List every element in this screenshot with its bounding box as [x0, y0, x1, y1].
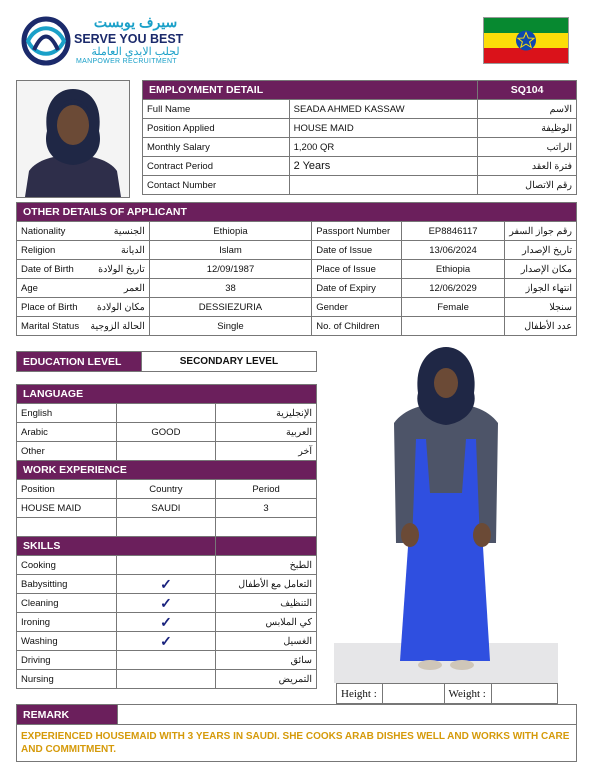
applicant-full-photo [334, 343, 558, 683]
other-details-title: OTHER DETAILS OF APPLICANT [17, 203, 577, 222]
full-name-value: SEADA AHMED KASSAW [289, 100, 478, 119]
logo-english-name: SERVE YOU BEST [74, 32, 184, 46]
employment-code: SQ104 [478, 81, 577, 100]
table-row [143, 119, 577, 138]
work-country-value: SAUDI [116, 499, 215, 518]
cleaning-check [116, 594, 215, 613]
measurements-table [336, 683, 558, 704]
children-value [401, 317, 504, 336]
position-label: Position Applied [143, 119, 290, 138]
expiry-arabic: انتهاء الجواز [505, 279, 577, 298]
table-row [17, 613, 317, 632]
weight-value [492, 684, 558, 704]
passport-label: Passport Number [312, 222, 402, 241]
arabic-arabic: العربية [216, 423, 317, 442]
logo-arabic-tagline: لجلب الايدي العاملة [91, 46, 180, 58]
work-period-value [216, 518, 317, 537]
issue-date-label: Date of Issue [312, 241, 402, 260]
skills-title-blank [216, 537, 317, 556]
driving-label: Driving [17, 651, 117, 670]
work-country-header: Country [116, 480, 215, 499]
position-value: HOUSE MAID [289, 119, 478, 138]
applicant-headshot [16, 80, 130, 198]
language-work-skills-table [16, 384, 317, 689]
contract-label: Contract Period [143, 157, 290, 176]
religion-arabic: الديانة [86, 241, 149, 260]
employment-detail-table [142, 80, 577, 195]
expiry-label: Date of Expiry [312, 279, 402, 298]
work-period-header: Period [216, 480, 317, 499]
salary-label: Monthly Salary [143, 138, 290, 157]
table-row [17, 317, 577, 336]
salary-value: 1,200 QR [289, 138, 478, 157]
washing-label: Washing [17, 632, 117, 651]
contract-value: 2 Years [289, 157, 478, 176]
remark-text: EXPERIENCED HOUSEMAID WITH 3 YEARS IN SAUDI. SHE COOKS ARAB DISHES WELL AND WORKS WITH CARE AND COMMITMENT. [17, 725, 577, 762]
issue-place-value: Ethiopia [401, 260, 504, 279]
language-title: LANGUAGE [17, 385, 317, 404]
nationality-arabic: الجنسية [86, 222, 149, 241]
table-row [17, 651, 317, 670]
table-row [17, 442, 317, 461]
position-arabic: الوظيفة [478, 119, 577, 138]
table-row [143, 157, 577, 176]
english-label: English [17, 404, 117, 423]
work-position-header: Position [17, 480, 117, 499]
nursing-check [116, 670, 215, 689]
salary-arabic: الراتب [478, 138, 577, 157]
ironing-label: Ironing [17, 613, 117, 632]
cooking-arabic: الطبخ [216, 556, 317, 575]
driving-check [116, 651, 215, 670]
ironing-arabic: كي الملابس [216, 613, 317, 632]
cooking-label: Cooking [17, 556, 117, 575]
checkmark-icon: ✓ [160, 575, 172, 592]
arabic-value: GOOD [116, 423, 215, 442]
checkmark-icon: ✓ [160, 632, 172, 649]
table-row [17, 298, 577, 317]
passport-arabic: رقم جواز السفر [505, 222, 577, 241]
contact-arabic: رقم الاتصال [478, 176, 577, 195]
table-row [17, 241, 577, 260]
age-value: 38 [149, 279, 311, 298]
ethiopia-flag-icon [483, 17, 569, 64]
full-name-label: Full Name [143, 100, 290, 119]
employment-detail-title: EMPLOYMENT DETAIL [143, 81, 478, 100]
table-row [17, 632, 317, 651]
children-arabic: عدد الأطفال [505, 317, 577, 336]
cooking-check [116, 556, 215, 575]
issue-date-value: 13/06/2024 [401, 241, 504, 260]
height-label: Height : [337, 684, 383, 704]
contract-arabic: فترة العقد [478, 157, 577, 176]
table-row [143, 176, 577, 195]
dob-value: 12/09/1987 [149, 260, 311, 279]
work-title: WORK EXPERIENCE [17, 461, 317, 480]
washing-arabic: الغسيل [216, 632, 317, 651]
other-lang-label: Other [17, 442, 117, 461]
english-arabic: الإنجليزية [216, 404, 317, 423]
contact-label: Contact Number [143, 176, 290, 195]
remark-table [16, 704, 577, 762]
issue-place-label: Place of Issue [312, 260, 402, 279]
english-value [116, 404, 215, 423]
work-position-value [17, 518, 117, 537]
babysitting-check [116, 575, 215, 594]
babysitting-arabic: التعامل مع الأطفال [216, 575, 317, 594]
table-row [17, 222, 577, 241]
table-row [17, 279, 577, 298]
nationality-value: Ethiopia [149, 222, 311, 241]
education-value: SECONDARY LEVEL [141, 352, 316, 372]
birthplace-label: Place of Birth [17, 298, 87, 317]
driving-arabic: سائق [216, 651, 317, 670]
table-row [17, 518, 317, 537]
table-row [17, 480, 317, 499]
work-position-value: HOUSE MAID [17, 499, 117, 518]
checkmark-icon: ✓ [160, 613, 172, 630]
age-arabic: العمر [86, 279, 149, 298]
full-name-arabic: الاسم [478, 100, 577, 119]
other-lang-arabic: آخر [216, 442, 317, 461]
checkmark-icon: ✓ [160, 594, 172, 611]
contact-value [289, 176, 478, 195]
logo-english-tagline: MANPOWER RECRUITMENT [76, 58, 177, 65]
table-row [17, 670, 317, 689]
table-row [17, 499, 317, 518]
babysitting-label: Babysitting [17, 575, 117, 594]
birthplace-value: DESSIEZURIA [149, 298, 311, 317]
marital-value: Single [149, 317, 311, 336]
work-country-value [116, 518, 215, 537]
cleaning-arabic: التنظيف [216, 594, 317, 613]
gender-label: Gender [312, 298, 402, 317]
nationality-label: Nationality [17, 222, 87, 241]
other-details-table [16, 202, 577, 336]
nursing-arabic: التمريض [216, 670, 317, 689]
weight-label: Weight : [444, 684, 492, 704]
passport-value: EP8846117 [401, 222, 504, 241]
expiry-value: 12/06/2029 [401, 279, 504, 298]
table-row [143, 100, 577, 119]
education-table [16, 351, 317, 372]
nursing-label: Nursing [17, 670, 117, 689]
washing-check [116, 632, 215, 651]
height-value [382, 684, 444, 704]
table-row [17, 260, 577, 279]
issue-date-arabic: تاريخ الإصدار [505, 241, 577, 260]
table-row [143, 138, 577, 157]
table-row [17, 423, 317, 442]
skills-title: SKILLS [17, 537, 216, 556]
cleaning-label: Cleaning [17, 594, 117, 613]
remark-title: REMARK [17, 705, 118, 725]
children-label: No. of Children [312, 317, 402, 336]
religion-label: Religion [17, 241, 87, 260]
work-period-value: 3 [216, 499, 317, 518]
logo-arabic-name: سيرف يوبست [93, 14, 178, 30]
dob-label: Date of Birth [17, 260, 87, 279]
dob-arabic: تاريخ الولادة [86, 260, 149, 279]
other-lang-value [116, 442, 215, 461]
table-row [17, 404, 317, 423]
table-row [17, 556, 317, 575]
marital-arabic: الحالة الزوجية [86, 317, 149, 336]
education-title: EDUCATION LEVEL [17, 352, 142, 372]
logo-mark-icon [18, 16, 74, 66]
company-logo [18, 14, 188, 68]
birthplace-arabic: مكان الولادة [86, 298, 149, 317]
marital-label: Marital Status [17, 317, 87, 336]
gender-value: Female [401, 298, 504, 317]
remark-header-blank [117, 705, 576, 725]
table-row [17, 575, 317, 594]
arabic-label: Arabic [17, 423, 117, 442]
age-label: Age [17, 279, 87, 298]
religion-value: Islam [149, 241, 311, 260]
issue-place-arabic: مكان الإصدار [505, 260, 577, 279]
gender-arabic: سنجلا [505, 298, 577, 317]
table-row [17, 594, 317, 613]
ironing-check [116, 613, 215, 632]
